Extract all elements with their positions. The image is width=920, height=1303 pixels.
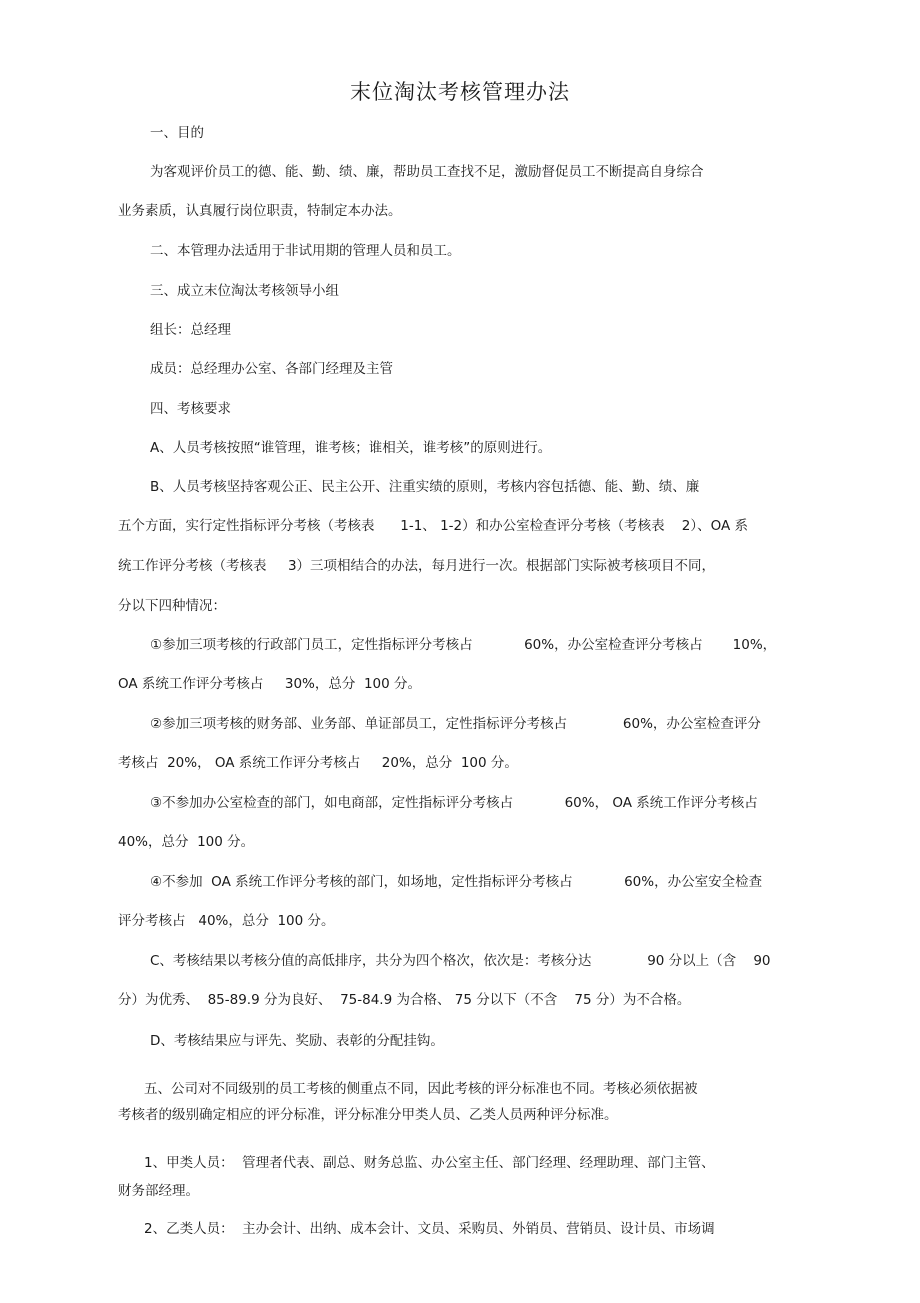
paragraph-line: ④不参加 OA 系统工作评分考核的部门，如场地，定性指标评分考核占 60%，办公室安全检查: [150, 874, 763, 890]
paragraph-line: 评分考核占 40%，总分 100 分。: [118, 913, 335, 929]
paragraph-line: D、考核结果应与评先、奖励、表彰的分配挂钩。: [150, 1033, 444, 1049]
section-heading: 一、目的: [150, 125, 204, 141]
paragraph-line: 2、乙类人员： 主办会计、出纳、成本会计、文员、采购员、外销员、营销员、设计员、市场调: [144, 1221, 715, 1237]
paragraph-line: B、人员考核坚持客观公正、民主公开、注重实绩的原则，考核内容包括德、能、勤、绩、廉: [150, 479, 700, 495]
section-heading: 四、考核要求: [150, 401, 231, 417]
section-heading: 三、成立末位淘汰考核领导小组: [150, 283, 339, 299]
paragraph-line: 分）为优秀、 85-89.9 分为良好、 75-84.9 为合格、 75 分以下（不含 75 分）为不合格。: [118, 992, 691, 1008]
paragraph-line: 五个方面，实行定性指标评分考核（考核表 1-1、 1-2）和办公室检查评分考核（考核表 2）、OA 系: [118, 518, 749, 534]
paragraph-line: 分以下四种情况：: [118, 598, 226, 614]
paragraph-line: ②参加三项考核的财务部、业务部、单证部员工，定性指标评分考核占 60%，办公室检查评分: [150, 716, 761, 732]
paragraph-line: 为客观评价员工的德、能、勤、绩、廉，帮助员工查找不足，激励督促员工不断提高自身综合: [150, 164, 704, 180]
paragraph-line: 1、甲类人员： 管理者代表、副总、财务总监、办公室主任、部门经理、经理助理、部门主管、: [144, 1155, 715, 1171]
paragraph-line: 业务素质，认真履行岗位职责，特制定本办法。: [118, 203, 402, 219]
paragraph-line: 成员：总经理办公室、各部门经理及主管: [150, 361, 393, 377]
paragraph-line: ③不参加办公室检查的部门，如电商部，定性指标评分考核占 60%， OA 系统工作评分考核占: [150, 795, 758, 811]
paragraph-line: OA 系统工作评分考核占 30%，总分 100 分。: [118, 676, 422, 692]
page-title: 末位淘汰考核管理办法: [350, 80, 570, 104]
paragraph-line: 40%，总分 100 分。: [118, 834, 255, 850]
paragraph-line: 组长：总经理: [150, 322, 231, 338]
section-heading: 五、公司对不同级别的员工考核的侧重点不同，因此考核的评分标准也不同。考核必须依据被: [144, 1081, 698, 1097]
paragraph-line: ①参加三项考核的行政部门员工，定性指标评分考核占 60%，办公室检查评分考核占 10%，: [150, 637, 777, 653]
paragraph-line: 财务部经理。: [118, 1183, 199, 1199]
section-heading: 二、本管理办法适用于非试用期的管理人员和员工。: [150, 243, 461, 259]
paragraph-line: 考核者的级别确定相应的评分标准，评分标准分甲类人员、乙类人员两种评分标准。: [118, 1107, 618, 1123]
paragraph-line: A、人员考核按照“谁管理，谁考核；谁相关，谁考核”的原则进行。: [150, 440, 552, 456]
paragraph-line: 考核占 20%， OA 系统工作评分考核占 20%，总分 100 分。: [118, 755, 518, 771]
paragraph-line: C、考核结果以考核分值的高低排序，共分为四个格次，依次是：考核分达 90 分以上（含 90: [150, 953, 771, 969]
paragraph-line: 统工作评分考核（考核表 3）三项相结合的办法，每月进行一次。根据部门实际被考核项目不同，: [118, 558, 716, 574]
